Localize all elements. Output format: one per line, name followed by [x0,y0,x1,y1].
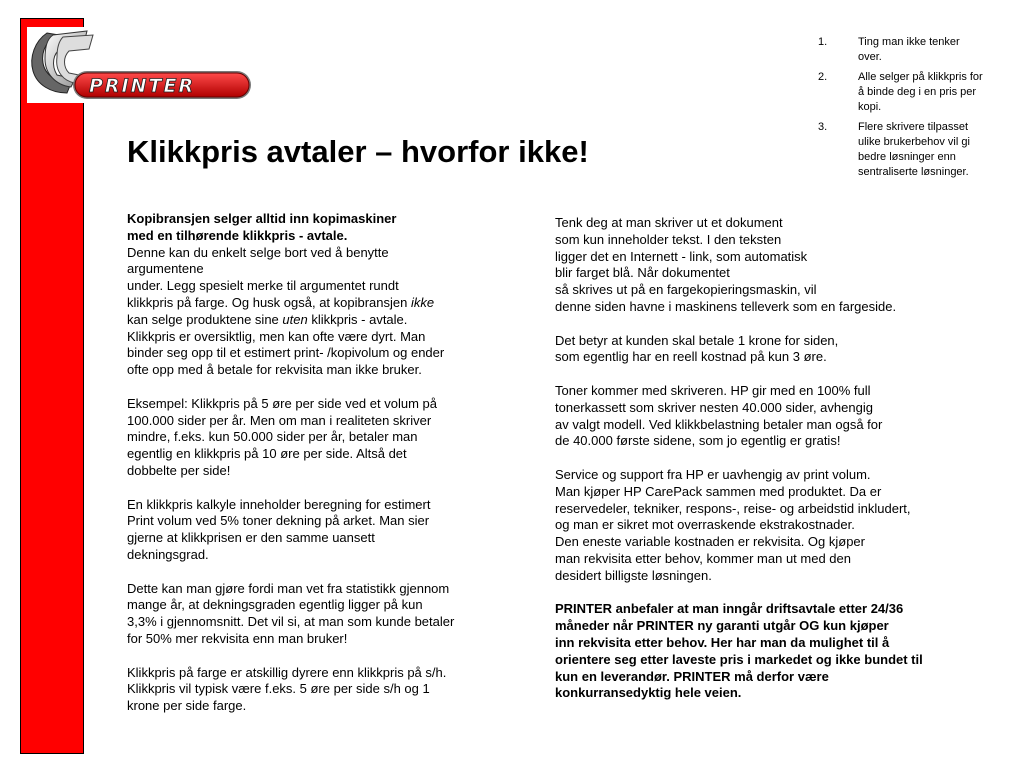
text-line: Toner kommer med skriveren. HP gir med en 100% full [555,382,871,398]
text-line: Det betyr at kunden skal betale 1 krone for siden, [555,332,839,348]
text-line: Tenk deg at man skriver ut et dokument [555,215,783,230]
emphasis-text: uten [282,311,308,327]
printer-logo [27,27,253,103]
text-line: konkurransedyktig hele veien. [555,685,742,701]
text-line: Print volum ved 5% toner dekning på arket. Man sier [127,513,430,529]
text-line: denne siden havne i maskinens telleverk som en fargeside. [555,298,897,314]
text-line: for 50% mer rekvisita enn man bruker! [127,630,348,646]
text-line: 100.000 sider per år. Men om man i realiteten skriver [127,412,432,428]
text-line: mindre, f.eks. kun 50.000 sider per år, betaler man [127,429,418,445]
paragraph [555,467,923,585]
list-item [818,120,983,180]
text-line: Eksempel: Klikkpris på 5 øre per side ved et volum på [127,395,437,411]
text-line: blir farget blå. Når dokumentet [555,265,730,281]
red-sidebar-stripe [20,18,84,754]
text-line: under. Legg spesielt merke til argumentet rundt [127,278,399,294]
text-line: mange år, at dekningsgraden egentlig ligger på kun [127,597,423,613]
left-text-column [127,211,454,732]
text-line: så skrives ut på en fargekopieringsmaskin, vil [555,282,817,298]
printer-paper-swoosh-logo-icon [27,27,253,103]
text-line: Service og support fra HP er uavhengig av print volum. [555,466,871,482]
text-fragment: klikkpris på farge. Og husk også, at kopibransjen [127,294,411,310]
text-line: av valgt modell. Ved klikkbelastning betaler man også for [555,416,883,432]
text-line: argumentene [127,261,204,277]
list-item [818,70,983,115]
text-line: som egentlig har en reell kostnad på kun 3 øre. [555,349,827,365]
text-line: En klikkpris kalkyle inneholder beregning for estimert [127,496,431,512]
text-line: og man er sikret mot overraskende ekstrakostnader. [555,517,855,533]
text-line: dobbelte per side! [127,462,231,478]
text-line: Denne kan du enkelt selge bort ved å benytte [127,244,389,260]
text-line [127,295,454,312]
text-line: gjerne at klikkprisen er den samme uansett [127,530,375,546]
list-text: Ting man ikke tenker over. [858,36,960,63]
text-line: PRINTER anbefaler at man inngår driftsavtale etter 24/36 [555,601,904,617]
text-line: 3,3% i gjennomsnitt. Det vil si, at man som kunde betaler [127,614,455,630]
text-fragment: kan selge produktene sine [127,311,283,327]
paragraph [555,383,923,450]
text-line: ofte opp med å betale for rekvisita man ikke bruker. [127,362,422,378]
text-line: Den eneste variable kostnaden er rekvisita. Og kjøper [555,534,865,550]
text-line: de 40.000 første sidene, som jo egentlig er gratis! [555,433,841,449]
text-line: krone per side farge. [127,698,247,714]
text-line: Dette kan man gjøre fordi man vet fra statistikk gjennom [127,580,450,596]
text-line: ligger det en Internett - link, som automatisk [555,248,808,264]
paragraph [127,245,454,379]
list-number: 1. [818,36,828,48]
text-line: Man kjøper HP CarePack sammen med produktet. Da er [555,483,882,499]
text-line: kun en leverandør. PRINTER må derfor være [555,668,829,684]
text-line: tonerkassett som skriver nesten 40.000 sider, avhengig [555,399,873,415]
text-line: Klikkpris er oversiktlig, men kan ofte være dyrt. Man [127,328,426,344]
intro-line: Kopibransjen selger alltid inn kopimaskiner [127,211,397,226]
text-line: desidert billigste løsningen. [555,567,712,583]
recommendation-paragraph [555,601,923,702]
list-text: Flere skrivere tilpasset ulike brukerbehov vil gi bedre løsninger enn sentraliserte løsninger. [858,121,970,178]
text-line: binder seg opp til et estimert print- /kopivolum og ender [127,345,445,361]
text-line: Klikkpris vil typisk være f.eks. 5 øre per side s/h og 1 [127,681,430,697]
list-number: 2. [818,71,828,83]
paragraph [127,581,454,648]
paragraph [555,333,923,367]
paragraph [555,215,923,316]
text-line [127,312,454,329]
text-line: inn rekvisita etter behov. Her har man da mulighet til å [555,634,890,650]
logo-text: PRINTER [89,75,196,97]
paragraph [127,396,454,480]
numbered-list [818,35,983,185]
text-line: måneder når PRINTER ny garanti utgår OG kun kjøper [555,618,889,634]
page-title: Klikkpris avtaler – hvorfor ikke! [127,134,589,169]
right-text-column [555,215,923,719]
text-line: dekningsgrad. [127,546,209,562]
text-line: Klikkpris på farge er atskillig dyrere enn klikkpris på s/h. [127,664,447,680]
intro-line: med en tilhørende klikkpris - avtale. [127,227,348,243]
text-line: orientere seg etter laveste pris i markedet og ikke bundet til [555,651,923,667]
list-text: Alle selger på klikkpris for å binde deg i en pris per kopi. [858,71,983,113]
text-line: man rekvisita etter behov, kommer man ut med den [555,550,851,566]
text-line: reservedeler, tekniker, respons-, reise- og arbeidstid inkludert, [555,500,911,516]
text-fragment: klikkpris - avtale. [307,311,408,327]
text-line: egentlig en klikkpris på 10 øre per side. Altså det [127,446,407,462]
list-number: 3. [818,121,828,133]
paragraph [127,497,454,564]
list-item [818,35,983,65]
paragraph [127,665,454,715]
emphasis-text: ikke [410,294,435,310]
text-line: som kun inneholder tekst. I den teksten [555,231,782,247]
